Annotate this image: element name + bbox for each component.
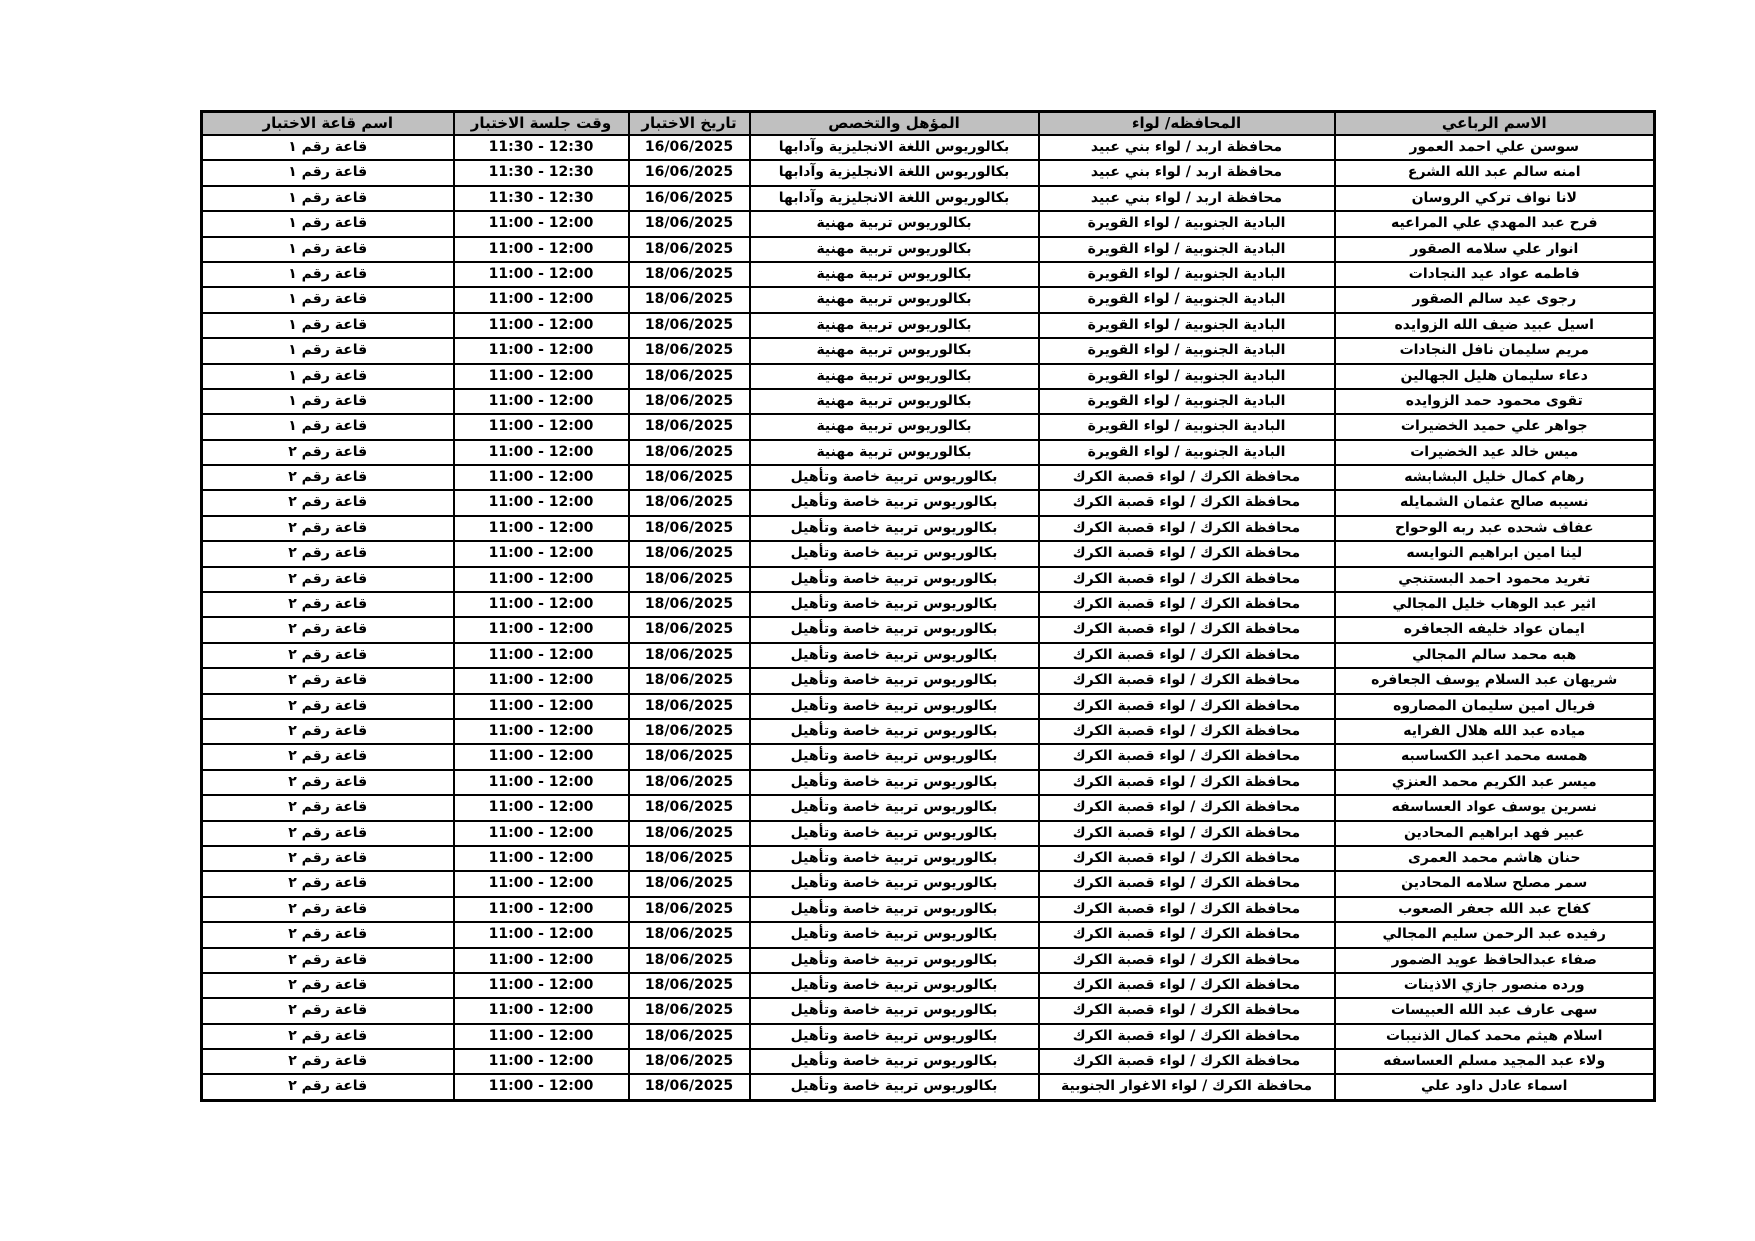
cell-exam_hall: قاعة رقم ١: [202, 262, 454, 287]
cell-exam_date: 18/06/2025: [629, 643, 750, 668]
cell-name: لينا امين ابراهيم النوايسه: [1335, 541, 1655, 566]
cell-exam_time: 11:00 - 12:00: [454, 948, 629, 973]
cell-exam_date: 16/06/2025: [629, 135, 750, 160]
table-row: [202, 287, 1655, 312]
cell-governorate: البادية الجنوبية / لواء القويرة: [1039, 389, 1335, 414]
column-header-name: الاسم الرباعي: [1335, 112, 1655, 136]
cell-exam_time: 11:30 - 12:30: [454, 186, 629, 211]
table-row: [202, 770, 1655, 795]
cell-qualification: بكالوريوس تربية خاصة وتأهيل: [750, 922, 1039, 947]
table-row: [202, 846, 1655, 871]
cell-exam_hall: قاعة رقم ١: [202, 287, 454, 312]
cell-qualification: بكالوريوس اللغة الانجليزية وآدابها: [750, 186, 1039, 211]
cell-governorate: محافظة الكرك / لواء قصبة الكرك: [1039, 643, 1335, 668]
table-row: [202, 998, 1655, 1023]
cell-governorate: البادية الجنوبية / لواء القويرة: [1039, 440, 1335, 465]
cell-exam_date: 16/06/2025: [629, 186, 750, 211]
cell-qualification: بكالوريوس تربية مهنية: [750, 364, 1039, 389]
cell-exam_date: 18/06/2025: [629, 871, 750, 896]
cell-exam_time: 11:00 - 12:00: [454, 287, 629, 312]
cell-name: صفاء عبدالحافظ عويد الضمور: [1335, 948, 1655, 973]
cell-exam_time: 11:00 - 12:00: [454, 719, 629, 744]
cell-name: سمر مصلح سلامه المحادين: [1335, 871, 1655, 896]
table-row: [202, 160, 1655, 185]
cell-qualification: بكالوريوس تربية خاصة وتأهيل: [750, 567, 1039, 592]
table-row: [202, 897, 1655, 922]
cell-exam_time: 11:00 - 12:00: [454, 465, 629, 490]
cell-name: ميسر عبد الكريم محمد العنزي: [1335, 770, 1655, 795]
cell-governorate: محافظة الكرك / لواء قصبة الكرك: [1039, 1049, 1335, 1074]
cell-exam_date: 18/06/2025: [629, 795, 750, 820]
table-row: [202, 490, 1655, 515]
cell-exam_hall: قاعة رقم ٢: [202, 440, 454, 465]
cell-exam_date: 18/06/2025: [629, 770, 750, 795]
cell-exam_date: 18/06/2025: [629, 592, 750, 617]
column-header-governorate: المحافظه/ لواء: [1039, 112, 1335, 136]
cell-exam_date: 18/06/2025: [629, 897, 750, 922]
cell-exam_hall: قاعة رقم ٢: [202, 668, 454, 693]
cell-exam_hall: قاعة رقم ٢: [202, 871, 454, 896]
cell-qualification: بكالوريوس تربية خاصة وتأهيل: [750, 897, 1039, 922]
cell-governorate: محافظة اربد / لواء بني عبيد: [1039, 160, 1335, 185]
table-row: [202, 821, 1655, 846]
cell-governorate: محافظة الكرك / لواء قصبة الكرك: [1039, 744, 1335, 769]
cell-exam_time: 11:00 - 12:00: [454, 871, 629, 896]
cell-qualification: بكالوريوس تربية خاصة وتأهيل: [750, 821, 1039, 846]
cell-exam_date: 18/06/2025: [629, 465, 750, 490]
cell-governorate: البادية الجنوبية / لواء القويرة: [1039, 313, 1335, 338]
table-row: [202, 948, 1655, 973]
cell-exam_time: 11:00 - 12:00: [454, 668, 629, 693]
cell-exam_time: 11:00 - 12:00: [454, 541, 629, 566]
cell-exam_date: 18/06/2025: [629, 440, 750, 465]
table-row: [202, 617, 1655, 642]
cell-exam_date: 18/06/2025: [629, 744, 750, 769]
cell-governorate: البادية الجنوبية / لواء القويرة: [1039, 338, 1335, 363]
cell-exam_time: 11:00 - 12:00: [454, 1049, 629, 1074]
cell-qualification: بكالوريوس تربية خاصة وتأهيل: [750, 516, 1039, 541]
cell-governorate: البادية الجنوبية / لواء القويرة: [1039, 414, 1335, 439]
cell-qualification: بكالوريوس اللغة الانجليزية وآدابها: [750, 160, 1039, 185]
cell-exam_time: 11:00 - 12:00: [454, 897, 629, 922]
cell-exam_hall: قاعة رقم ٢: [202, 897, 454, 922]
cell-governorate: البادية الجنوبية / لواء القويرة: [1039, 287, 1335, 312]
cell-governorate: البادية الجنوبية / لواء القويرة: [1039, 211, 1335, 236]
table-row: [202, 694, 1655, 719]
cell-exam_time: 11:00 - 12:00: [454, 389, 629, 414]
cell-exam_time: 11:00 - 12:00: [454, 973, 629, 998]
cell-exam_time: 11:00 - 12:00: [454, 592, 629, 617]
cell-exam_date: 18/06/2025: [629, 668, 750, 693]
cell-exam_date: 18/06/2025: [629, 313, 750, 338]
cell-exam_time: 11:00 - 12:00: [454, 211, 629, 236]
cell-exam_date: 16/06/2025: [629, 160, 750, 185]
cell-exam_hall: قاعة رقم ٢: [202, 1049, 454, 1074]
cell-qualification: بكالوريوس تربية خاصة وتأهيل: [750, 592, 1039, 617]
cell-exam_date: 18/06/2025: [629, 287, 750, 312]
cell-exam_date: 18/06/2025: [629, 389, 750, 414]
cell-governorate: محافظة الكرك / لواء قصبة الكرك: [1039, 490, 1335, 515]
cell-governorate: محافظة الكرك / لواء قصبة الكرك: [1039, 948, 1335, 973]
cell-exam_date: 18/06/2025: [629, 237, 750, 262]
cell-exam_hall: قاعة رقم ٢: [202, 821, 454, 846]
cell-exam_date: 18/06/2025: [629, 1049, 750, 1074]
cell-exam_hall: قاعة رقم ١: [202, 338, 454, 363]
cell-exam_time: 11:00 - 12:00: [454, 516, 629, 541]
cell-name: همسه محمد اعبد الكساسبه: [1335, 744, 1655, 769]
table-row: [202, 338, 1655, 363]
cell-qualification: بكالوريوس تربية خاصة وتأهيل: [750, 973, 1039, 998]
cell-exam_date: 18/06/2025: [629, 846, 750, 871]
cell-name: سوسن علي احمد العمور: [1335, 135, 1655, 160]
cell-name: هبه محمد سالم المجالي: [1335, 643, 1655, 668]
cell-qualification: بكالوريوس تربية خاصة وتأهيل: [750, 465, 1039, 490]
cell-exam_hall: قاعة رقم ١: [202, 414, 454, 439]
cell-exam_date: 18/06/2025: [629, 922, 750, 947]
cell-exam_time: 11:00 - 12:00: [454, 795, 629, 820]
cell-governorate: محافظة الكرك / لواء قصبة الكرك: [1039, 795, 1335, 820]
table-row: [202, 237, 1655, 262]
table-row: [202, 516, 1655, 541]
cell-qualification: بكالوريوس تربية خاصة وتأهيل: [750, 541, 1039, 566]
column-header-exam_date: تاريخ الاختبار: [629, 112, 750, 136]
cell-qualification: بكالوريوس تربية مهنية: [750, 262, 1039, 287]
cell-governorate: محافظة الكرك / لواء قصبة الكرك: [1039, 846, 1335, 871]
column-header-exam_time: وقت جلسة الاختبار: [454, 112, 629, 136]
cell-exam_date: 18/06/2025: [629, 617, 750, 642]
cell-exam_time: 11:00 - 12:00: [454, 237, 629, 262]
cell-qualification: بكالوريوس تربية خاصة وتأهيل: [750, 1074, 1039, 1100]
cell-exam_date: 18/06/2025: [629, 948, 750, 973]
cell-exam_hall: قاعة رقم ٢: [202, 694, 454, 719]
cell-qualification: بكالوريوس تربية مهنية: [750, 389, 1039, 414]
cell-qualification: بكالوريوس اللغة الانجليزية وآدابها: [750, 135, 1039, 160]
cell-exam_hall: قاعة رقم ٢: [202, 744, 454, 769]
cell-exam_date: 18/06/2025: [629, 1074, 750, 1100]
cell-qualification: بكالوريوس تربية مهنية: [750, 440, 1039, 465]
cell-exam_date: 18/06/2025: [629, 364, 750, 389]
cell-exam_hall: قاعة رقم ٢: [202, 795, 454, 820]
cell-exam_time: 11:00 - 12:00: [454, 262, 629, 287]
cell-exam_date: 18/06/2025: [629, 262, 750, 287]
document-page: [200, 110, 1656, 1102]
column-header-exam_hall: اسم قاعة الاختبار: [202, 112, 454, 136]
cell-governorate: محافظة الكرك / لواء قصبة الكرك: [1039, 719, 1335, 744]
cell-name: فريال امين سليمان المصاروه: [1335, 694, 1655, 719]
cell-exam_hall: قاعة رقم ٢: [202, 541, 454, 566]
cell-qualification: بكالوريوس تربية خاصة وتأهيل: [750, 998, 1039, 1023]
cell-qualification: بكالوريوس تربية خاصة وتأهيل: [750, 643, 1039, 668]
cell-exam_hall: قاعة رقم ٢: [202, 922, 454, 947]
cell-qualification: بكالوريوس تربية خاصة وتأهيل: [750, 744, 1039, 769]
cell-exam_time: 11:00 - 12:00: [454, 490, 629, 515]
cell-exam_hall: قاعة رقم ٢: [202, 516, 454, 541]
cell-name: ايمان عواد خليفه الجعافره: [1335, 617, 1655, 642]
table-row: [202, 186, 1655, 211]
cell-name: تقوى محمود حمد الزوايده: [1335, 389, 1655, 414]
cell-exam_time: 11:00 - 12:00: [454, 643, 629, 668]
table-row: [202, 211, 1655, 236]
column-header-qualification: المؤهل والتخصص: [750, 112, 1039, 136]
table-row: [202, 1049, 1655, 1074]
cell-governorate: محافظة الكرك / لواء قصبة الكرك: [1039, 592, 1335, 617]
cell-governorate: البادية الجنوبية / لواء القويرة: [1039, 262, 1335, 287]
cell-exam_time: 11:30 - 12:30: [454, 160, 629, 185]
table-row: [202, 592, 1655, 617]
cell-name: فاطمه عواد عيد النجادات: [1335, 262, 1655, 287]
table-row: [202, 744, 1655, 769]
cell-exam_time: 11:00 - 12:00: [454, 998, 629, 1023]
cell-exam_hall: قاعة رقم ٢: [202, 998, 454, 1023]
cell-qualification: بكالوريوس تربية مهنية: [750, 414, 1039, 439]
cell-exam_hall: قاعة رقم ٢: [202, 1024, 454, 1049]
cell-exam_hall: قاعة رقم ١: [202, 237, 454, 262]
cell-exam_time: 11:30 - 12:30: [454, 135, 629, 160]
cell-governorate: محافظة الكرك / لواء قصبة الكرك: [1039, 668, 1335, 693]
cell-qualification: بكالوريوس تربية مهنية: [750, 338, 1039, 363]
cell-qualification: بكالوريوس تربية خاصة وتأهيل: [750, 846, 1039, 871]
table-row: [202, 364, 1655, 389]
cell-exam_time: 11:00 - 12:00: [454, 694, 629, 719]
cell-exam_hall: قاعة رقم ٢: [202, 567, 454, 592]
cell-name: انوار علي سلامه الصقور: [1335, 237, 1655, 262]
cell-exam_date: 18/06/2025: [629, 998, 750, 1023]
cell-exam_hall: قاعة رقم ١: [202, 186, 454, 211]
table-row: [202, 541, 1655, 566]
cell-exam_hall: قاعة رقم ٢: [202, 770, 454, 795]
cell-governorate: محافظة الكرك / لواء قصبة الكرك: [1039, 617, 1335, 642]
cell-qualification: بكالوريوس تربية مهنية: [750, 287, 1039, 312]
cell-exam_date: 18/06/2025: [629, 516, 750, 541]
table-row: [202, 567, 1655, 592]
table-row: [202, 262, 1655, 287]
cell-governorate: محافظة الكرك / لواء قصبة الكرك: [1039, 871, 1335, 896]
cell-exam_time: 11:00 - 12:00: [454, 744, 629, 769]
cell-exam_date: 18/06/2025: [629, 821, 750, 846]
cell-governorate: محافظة اربد / لواء بني عبيد: [1039, 186, 1335, 211]
cell-exam_hall: قاعة رقم ١: [202, 160, 454, 185]
cell-exam_time: 11:00 - 12:00: [454, 770, 629, 795]
cell-governorate: محافظة الكرك / لواء قصبة الكرك: [1039, 1024, 1335, 1049]
cell-exam_time: 11:00 - 12:00: [454, 922, 629, 947]
cell-exam_hall: قاعة رقم ٢: [202, 592, 454, 617]
cell-name: عفاف شحده عبد ربه الوحواح: [1335, 516, 1655, 541]
cell-exam_hall: قاعة رقم ٢: [202, 846, 454, 871]
cell-exam_hall: قاعة رقم ١: [202, 135, 454, 160]
cell-exam_hall: قاعة رقم ١: [202, 364, 454, 389]
cell-qualification: بكالوريوس تربية خاصة وتأهيل: [750, 948, 1039, 973]
cell-exam_date: 18/06/2025: [629, 719, 750, 744]
cell-governorate: محافظة الكرك / لواء الاغوار الجنوبية: [1039, 1074, 1335, 1100]
cell-governorate: البادية الجنوبية / لواء القويرة: [1039, 237, 1335, 262]
cell-governorate: محافظة الكرك / لواء قصبة الكرك: [1039, 770, 1335, 795]
table-row: [202, 135, 1655, 160]
table-body: [202, 135, 1655, 1100]
cell-exam_time: 11:00 - 12:00: [454, 1024, 629, 1049]
cell-exam_hall: قاعة رقم ٢: [202, 643, 454, 668]
cell-name: رهام كمال خليل البشابشه: [1335, 465, 1655, 490]
table-row: [202, 1024, 1655, 1049]
cell-name: مياده عبد الله هلال الفرايه: [1335, 719, 1655, 744]
cell-name: اثير عبد الوهاب خليل المجالي: [1335, 592, 1655, 617]
cell-qualification: بكالوريوس تربية خاصة وتأهيل: [750, 668, 1039, 693]
cell-qualification: بكالوريوس تربية خاصة وتأهيل: [750, 719, 1039, 744]
cell-name: شريهان عبد السلام يوسف الجعافره: [1335, 668, 1655, 693]
cell-exam_date: 18/06/2025: [629, 1024, 750, 1049]
cell-exam_time: 11:00 - 12:00: [454, 440, 629, 465]
cell-governorate: محافظة الكرك / لواء قصبة الكرك: [1039, 694, 1335, 719]
cell-governorate: محافظة اربد / لواء بني عبيد: [1039, 135, 1335, 160]
cell-qualification: بكالوريوس تربية خاصة وتأهيل: [750, 795, 1039, 820]
cell-name: اسيل عبيد ضيف الله الزوايده: [1335, 313, 1655, 338]
cell-exam_hall: قاعة رقم ٢: [202, 465, 454, 490]
table-row: [202, 465, 1655, 490]
cell-governorate: محافظة الكرك / لواء قصبة الكرك: [1039, 998, 1335, 1023]
cell-exam_date: 18/06/2025: [629, 567, 750, 592]
cell-exam_time: 11:00 - 12:00: [454, 364, 629, 389]
cell-exam_time: 11:00 - 12:00: [454, 617, 629, 642]
cell-qualification: بكالوريوس تربية مهنية: [750, 211, 1039, 236]
cell-exam_hall: قاعة رقم ٢: [202, 948, 454, 973]
cell-exam_hall: قاعة رقم ٢: [202, 973, 454, 998]
cell-name: نسرين يوسف عواد العساسفه: [1335, 795, 1655, 820]
cell-name: لانا نواف تركي الروسان: [1335, 186, 1655, 211]
table-row: [202, 414, 1655, 439]
cell-exam_hall: قاعة رقم ٢: [202, 490, 454, 515]
cell-exam_time: 11:00 - 12:00: [454, 821, 629, 846]
cell-exam_date: 18/06/2025: [629, 338, 750, 363]
cell-name: تغريد محمود احمد البستنجي: [1335, 567, 1655, 592]
cell-exam_hall: قاعة رقم ١: [202, 313, 454, 338]
cell-name: ميس خالد عيد الخضيرات: [1335, 440, 1655, 465]
cell-name: عبير فهد ابراهيم المحادين: [1335, 821, 1655, 846]
cell-exam_date: 18/06/2025: [629, 414, 750, 439]
cell-name: ولاء عبد المجيد مسلم العساسفه: [1335, 1049, 1655, 1074]
table-row: [202, 719, 1655, 744]
cell-exam_time: 11:00 - 12:00: [454, 567, 629, 592]
cell-name: رجوى عيد سالم الصقور: [1335, 287, 1655, 312]
table-row: [202, 313, 1655, 338]
cell-name: اسلام هيثم محمد كمال الذنيبات: [1335, 1024, 1655, 1049]
cell-name: سهى عارف عبد الله العبيسات: [1335, 998, 1655, 1023]
cell-qualification: بكالوريوس تربية خاصة وتأهيل: [750, 1024, 1039, 1049]
cell-exam_date: 18/06/2025: [629, 490, 750, 515]
cell-name: فرح عبد المهدي علي المراعيه: [1335, 211, 1655, 236]
cell-governorate: محافظة الكرك / لواء قصبة الكرك: [1039, 973, 1335, 998]
cell-governorate: محافظة الكرك / لواء قصبة الكرك: [1039, 821, 1335, 846]
cell-qualification: بكالوريوس تربية مهنية: [750, 313, 1039, 338]
cell-name: رفيده عبد الرحمن سليم المجالي: [1335, 922, 1655, 947]
cell-governorate: محافظة الكرك / لواء قصبة الكرك: [1039, 465, 1335, 490]
cell-governorate: محافظة الكرك / لواء قصبة الكرك: [1039, 897, 1335, 922]
cell-qualification: بكالوريوس تربية مهنية: [750, 237, 1039, 262]
cell-name: امنه سالم عبد الله الشرع: [1335, 160, 1655, 185]
cell-governorate: محافظة الكرك / لواء قصبة الكرك: [1039, 541, 1335, 566]
table-row: [202, 643, 1655, 668]
cell-exam_date: 18/06/2025: [629, 694, 750, 719]
cell-name: مريم سليمان نافل النجادات: [1335, 338, 1655, 363]
cell-exam_hall: قاعة رقم ٢: [202, 617, 454, 642]
table-row: [202, 668, 1655, 693]
cell-exam_date: 18/06/2025: [629, 211, 750, 236]
table-row: [202, 1074, 1655, 1100]
header-row: [202, 112, 1655, 136]
cell-exam_hall: قاعة رقم ٢: [202, 719, 454, 744]
cell-name: كفاح عبد الله جعفر الصعوب: [1335, 897, 1655, 922]
cell-governorate: البادية الجنوبية / لواء القويرة: [1039, 364, 1335, 389]
cell-exam_time: 11:00 - 12:00: [454, 846, 629, 871]
cell-exam_time: 11:00 - 12:00: [454, 338, 629, 363]
exam-schedule-table: [200, 110, 1656, 1102]
cell-qualification: بكالوريوس تربية خاصة وتأهيل: [750, 490, 1039, 515]
cell-qualification: بكالوريوس تربية خاصة وتأهيل: [750, 694, 1039, 719]
cell-exam_date: 18/06/2025: [629, 541, 750, 566]
cell-governorate: محافظة الكرك / لواء قصبة الكرك: [1039, 516, 1335, 541]
cell-exam_hall: قاعة رقم ١: [202, 211, 454, 236]
cell-name: جواهر علي حميد الخضيرات: [1335, 414, 1655, 439]
cell-governorate: محافظة الكرك / لواء قصبة الكرك: [1039, 567, 1335, 592]
cell-name: اسماء عادل داود علي: [1335, 1074, 1655, 1100]
cell-exam_date: 18/06/2025: [629, 973, 750, 998]
cell-name: دعاء سليمان هليل الجهالين: [1335, 364, 1655, 389]
cell-name: نسيبه صالح عثمان الشمايله: [1335, 490, 1655, 515]
cell-exam_time: 11:00 - 12:00: [454, 414, 629, 439]
cell-exam_hall: قاعة رقم ٢: [202, 1074, 454, 1100]
table-row: [202, 922, 1655, 947]
table-row: [202, 389, 1655, 414]
cell-exam_hall: قاعة رقم ١: [202, 389, 454, 414]
table-row: [202, 973, 1655, 998]
cell-exam_time: 11:00 - 12:00: [454, 1074, 629, 1100]
table-row: [202, 871, 1655, 896]
cell-qualification: بكالوريوس تربية خاصة وتأهيل: [750, 617, 1039, 642]
cell-name: ورده منصور جازي الاذينات: [1335, 973, 1655, 998]
table-row: [202, 440, 1655, 465]
cell-name: حنان هاشم محمد العمرى: [1335, 846, 1655, 871]
cell-exam_time: 11:00 - 12:00: [454, 313, 629, 338]
cell-qualification: بكالوريوس تربية خاصة وتأهيل: [750, 770, 1039, 795]
cell-qualification: بكالوريوس تربية خاصة وتأهيل: [750, 1049, 1039, 1074]
cell-governorate: محافظة الكرك / لواء قصبة الكرك: [1039, 922, 1335, 947]
cell-qualification: بكالوريوس تربية خاصة وتأهيل: [750, 871, 1039, 896]
table-row: [202, 795, 1655, 820]
